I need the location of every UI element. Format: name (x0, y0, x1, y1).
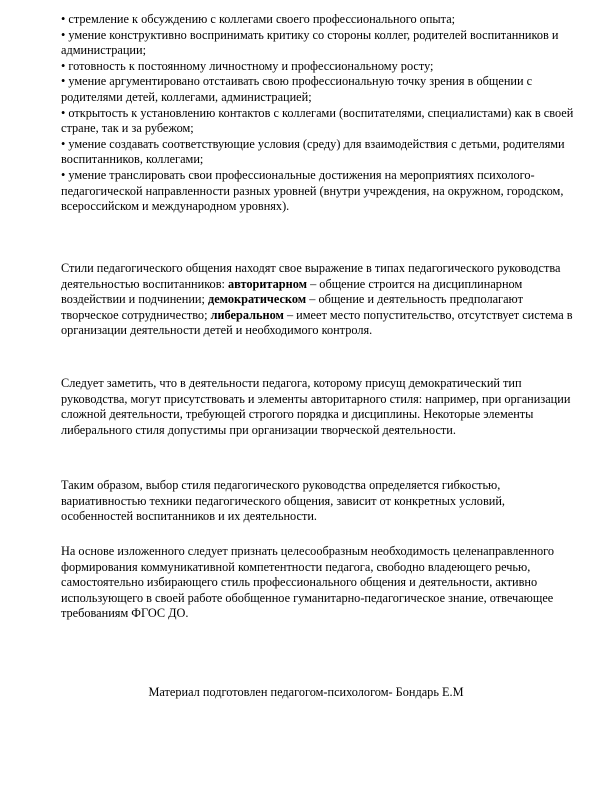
paragraph-text: – общение и деятельность предполагают творческое сотрудничество; (61, 292, 523, 322)
list-item: • готовность к постоянному личностному и профессиональному росту; (61, 58, 434, 73)
paragraph-conclusion: Таким образом, выбор стиля педагогического руководства определяется гибкостью, вариативностью техники педагогического общения, зависит от конкретных условий, особенностей воспитанников и их деятельности. (61, 478, 505, 524)
term-liberal: либеральном (210, 307, 284, 322)
list-item: • умение аргументировано отстаивать свою профессиональную точку зрения в общении с родителями детей, коллегами, администрацией; (61, 74, 533, 104)
list-item: • умение конструктивно воспринимать критику со стороны коллег, родителей воспитанников и администрации; (61, 27, 559, 58)
paragraph-styles (61, 261, 579, 339)
paragraph-text: Стили педагогического общения находят свое выражение в типах педагогического руководства деятельностью воспитанников: (61, 261, 561, 291)
paragraph-text: – имеет место попустительство, отсутствует система в организации деятельности детей и необходимого контроля. (61, 307, 573, 338)
list-item: • стремление к обсуждению с коллегами своего профессионального опыта; (61, 12, 456, 26)
list-item: • умение транслировать свои профессиональные достижения на мероприятиях психолого-педагогической направленности разных уровней (внутри учреждения, на окружном, городском, всероссийском и международном уровнях). (61, 167, 564, 214)
paragraph-text: – общение строится на дисциплинарном воздействии и подчинении; (61, 276, 523, 307)
term-authoritarian: авторитарном (228, 276, 307, 291)
author-signature: Материал подготовлен педагогом-психологом- Бондарь Е.М (148, 685, 464, 699)
paragraph-summary: На основе изложенного следует признать целесообразным необходимость целенаправленного формирования коммуникативной компетентности педагога, свободно владеющего речью, самостоятельно избирающего стиль профессионального общения и деятельности, активно использующего в своей работе обобщенное гуманитарно-педагогическое знание, отвечающее требованиям ФГОС ДО. (61, 544, 555, 621)
competence-list (61, 12, 579, 215)
list-item: • умение создавать соответствующие условия (среду) для взаимодействия с детьми, родителями воспитанников, коллегами; (61, 136, 565, 167)
term-democratic: демократическом (208, 292, 307, 307)
paragraph-democratic-note: Следует заметить, что в деятельности педагога, которому присущ демократический тип руководства, могут присутствовать и элементы авторитарного стиля: например, при организации сложной деятельности, требующей строгого порядка и дисциплины. Некоторые элементы либерального стиля допустимы при организации творческой деятельности. (61, 376, 571, 437)
list-item: • открытость к установлению контактов с коллегами (воспитателями, специалистами) как в своей стране, так и за рубежом; (61, 105, 574, 136)
